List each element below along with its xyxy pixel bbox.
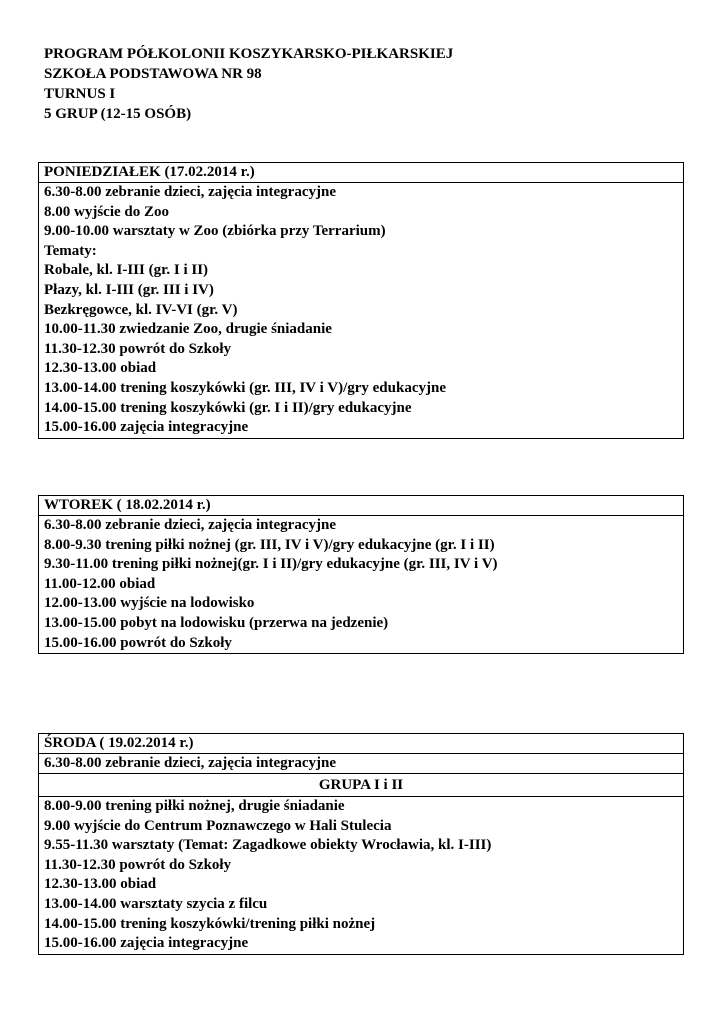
schedule-item: 6.30-8.00 zebranie dzieci, zajęcia integracyjne [44,517,336,533]
schedule-item: Tematy: [44,242,97,259]
schedule-item: 10.00-11.30 zwiedzanie Zoo, drugie śniadanie [44,321,332,338]
wednesday-intro: 6.30-8.00 zebranie dzieci, zajęcia integracyjne [39,754,684,774]
schedule-item: Płazy, kl. I-III (gr. III i IV) [44,281,214,298]
tuesday-schedule-table [38,495,684,654]
schedule-item: 15.00-16.00 zajęcia integracyjne [44,935,249,952]
wednesday-group-heading: GRUPA I i II [39,774,684,797]
schedule-item: 9.30-11.00 trening piłki nożnej(gr. I i II)/gry edukacyjne (gr. III, IV i V) [44,556,498,573]
schedule-item: 13.00-14.00 trening koszykówki (gr. III, IV i V)/gry edukacyjne [44,379,446,396]
wednesday-title: ŚRODA ( 19.02.2014 r.) [39,734,684,754]
document-header [44,44,453,124]
schedule-item: 11.00-12.00 obiad [44,575,156,592]
schedule-item: 14.00-15.00 trening koszykówki (gr. I i II)/gry edukacyjne [44,399,412,416]
schedule-item: 8.00 wyjście do Zoo [44,203,169,220]
schedule-item: 15.00-16.00 powrót do Szkoły [44,634,232,651]
schedule-item: 9.55-11.30 warsztaty (Temat: Zagadkowe obiekty Wrocławia, kl. I-III) [44,837,492,854]
schedule-item: 13.00-14.00 warsztaty szycia z filcu [44,895,268,912]
monday-schedule-table [38,162,684,439]
header-turnus: TURNUS I [44,86,116,102]
header-groups: 5 GRUP (12-15 OSÓB) [44,106,192,122]
schedule-item: 15.00-16.00 zajęcia integracyjne [44,419,249,436]
schedule-item: 9.00-10.00 warsztaty w Zoo (zbiórka przy Terrarium) [44,223,386,240]
schedule-item: 9.00 wyjście do Centrum Poznawczego w Hali Stulecia [44,817,392,834]
schedule-item: 12.30-13.00 obiad [44,360,157,377]
header-program-title: PROGRAM PÓŁKOLONII KOSZYKARSKO-PIŁKARSKIEJ [44,46,454,62]
schedule-item: 12.00-13.00 wyjście na lodowisko [44,595,255,612]
monday-title: PONIEDZIAŁEK (17.02.2014 r.) [39,163,684,183]
schedule-item: 13.00-15.00 pobyt na lodowisku (przerwa na jedzenie) [44,614,389,631]
schedule-item: 14.00-15.00 trening koszykówki/trening piłki nożnej [44,915,376,932]
tuesday-items [39,516,684,654]
schedule-item: Robale, kl. I-III (gr. I i II) [44,262,209,279]
schedule-item: 11.30-12.30 powrót do Szkoły [44,340,232,357]
header-school-name: SZKOŁA PODSTAWOWA NR 98 [44,66,262,82]
schedule-item: 8.00-9.30 trening piłki nożnej (gr. III, IV i V)/gry edukacyjne (gr. I i II) [44,536,495,553]
schedule-item: 11.30-12.30 powrót do Szkoły [44,856,232,873]
schedule-item: Bezkręgowce, kl. IV-VI (gr. V) [44,301,238,318]
wednesday-schedule-table [38,733,684,955]
tuesday-title: WTOREK ( 18.02.2014 r.) [39,496,684,516]
schedule-item: 8.00-9.00 trening piłki nożnej, drugie śniadanie [44,798,345,814]
schedule-item: 12.30-13.00 obiad [44,876,157,893]
schedule-item: 6.30-8.00 zebranie dzieci, zajęcia integracyjne [44,184,336,200]
wednesday-items [39,797,684,955]
monday-items [39,183,684,439]
